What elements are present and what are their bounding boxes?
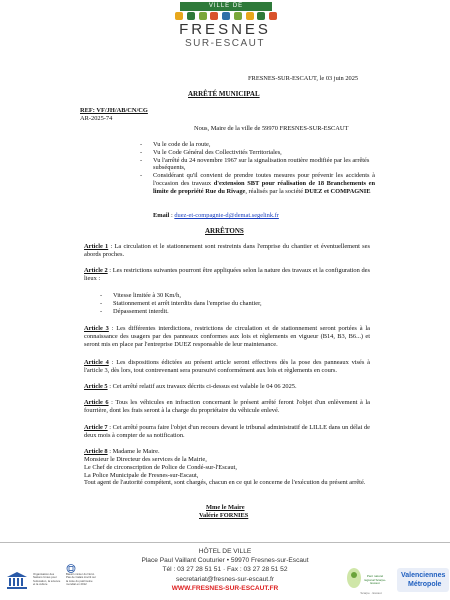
metropole-name-line2: Métropole	[408, 581, 442, 588]
pictogram-icon	[246, 12, 254, 20]
document-title: ARRÊTÉ MUNICIPAL	[188, 90, 260, 98]
article-4	[84, 359, 370, 375]
metropole-name-line1: Valenciennes	[401, 572, 446, 579]
pictogram-icon	[210, 12, 218, 20]
restriction-item: - Stationnement et arrêt interdits dans l'emprise du chantier,	[100, 300, 360, 308]
restriction-item: - Vitesse limitée à 30 Km/h,	[100, 292, 360, 300]
footer-divider	[0, 542, 450, 543]
article-3	[84, 325, 370, 348]
signature-name: Valérie FORNIES	[199, 512, 249, 519]
article-label: Article 6	[84, 399, 109, 406]
recipient-line: La Police Municipale de Fresnes-sur-Escaut,	[84, 471, 199, 479]
unesco-caption: Organisation des Nations Unies pour l'éducation, la science et la culture	[33, 572, 61, 587]
article-label: Article 4	[84, 359, 109, 366]
footer-phone: Tél : 03 27 28 51 51 · Fax : 03 27 28 51 52	[162, 566, 288, 573]
email-label: Email	[153, 212, 170, 219]
restriction-item: - Dépassement interdit.	[100, 308, 360, 316]
pictogram-icon	[187, 12, 195, 20]
pictogram-icon	[269, 12, 277, 20]
article-7	[84, 424, 370, 440]
article-text: : Madame le Maire.	[107, 448, 160, 455]
article-label: Article 8	[84, 448, 108, 455]
considerant-suffix: , réalisés par la société	[245, 187, 305, 195]
vu-item: - Vu le Code Général des Collectivités Territoriales,	[140, 149, 375, 157]
heritage-caption: Bassin minier du Nord-Pas de Calais inscrit sur la Liste du patrimoine mondial en 2012	[66, 572, 96, 587]
article-text: : La circulation et le stationnement sont restreints dans l'emprise du chantier et éventuellement ses abords proches.	[84, 243, 370, 258]
article-8	[84, 448, 370, 456]
pictogram-icon	[234, 12, 242, 20]
footer-address: Place Paul Vaillant Couturier • 59970 Fresnes-sur-Escaut	[141, 557, 309, 564]
pictogram-icon	[222, 12, 230, 20]
reference: REF: VF/JH/AB/CN/CG	[80, 107, 148, 114]
article-5	[84, 383, 370, 391]
works-description: d'extension SBT pour réalisation de 18 Branchements en limite de propriété Rue du Rivage	[153, 179, 375, 195]
pictogram-icon	[199, 12, 207, 20]
article-text: : Cet arrêté pourra faire l'objet d'un recours devant le tribunal administratif de LILLE dans un délai de deux mois à compter de sa notification.	[84, 424, 370, 439]
considerant-item	[140, 172, 375, 195]
vu-item: - Vu le code de la route,	[140, 141, 375, 149]
article-label: Article 5	[84, 383, 108, 390]
town-name: FRESNES	[179, 21, 271, 38]
town-subname: SUR-ESCAUT	[184, 38, 265, 49]
article-6	[84, 399, 370, 415]
email-line: Email : duez-et-compagnie-d@demat.segelink.fr	[153, 212, 279, 219]
intro-text: Nous, Maire de la ville de 59970 FRESNES-SUR-ESCAUT	[194, 125, 349, 132]
footer-title: HÔTEL DE VILLE	[198, 548, 252, 555]
vu-list	[140, 141, 375, 196]
article-2	[84, 267, 370, 283]
article-label: Article 1	[84, 243, 109, 250]
article-text: : Les restrictions suivantes pourront être appliquées selon la nature des travaux et la configuration des lieux :	[84, 267, 370, 282]
vu-item: - Vu l'arrêté du 24 novembre 1967 sur la signalisation routière modifiée par les arrêtés subséquents,	[140, 157, 375, 173]
recipient-line: Monsieur le Directeur des services de la Mairie,	[84, 456, 207, 463]
article-8-recipients	[84, 456, 370, 487]
article-label: Article 3	[84, 325, 109, 332]
article-label: Article 7	[84, 424, 108, 431]
arretons-heading: ARRÊTONS	[205, 227, 244, 235]
company-name: DUEZ et COMPAGNIE	[304, 187, 371, 195]
signature-role: Mme le Maire	[206, 504, 245, 511]
regional-park-subcaption: Scarpe · Escaut	[360, 591, 382, 595]
article-text: : Les différentes interdictions, restrictions de circulation et de stationnement seront portées à la connaissance des usagers par des panneaux conformes aux lois et règlements en vigueur (B14, B3, B6...) et seront mis en place par l'entreprise DUEZ responsable de leur maintenance.	[84, 325, 370, 348]
article-text: : Les dispositions édictées au présent article seront effectives dès la pose des panneaux visés à l'article 3, dès lors, tout contrevenant sera poursuivi conformément aux lois et règlements en cours.	[84, 359, 370, 374]
regional-park-logo-icon	[346, 566, 362, 590]
company-email-link[interactable]: duez-et-compagnie-d@demat.segelink.fr	[174, 212, 279, 219]
unesco-logo-icon	[6, 571, 28, 591]
reference-number: AR-2025-74	[80, 115, 113, 122]
article-text: : Tous les véhicules en infraction concernant le présent arrêté feront l'objet d'un enlèvement à la fourrière, dont les frais seront à la charge du propriétaire du véhicule enlevé.	[84, 399, 370, 414]
article-1	[84, 243, 370, 259]
pictogram-icon	[257, 12, 265, 20]
footer-email: secretariat@fresnes-sur-escaut.fr	[176, 576, 274, 583]
town-logo-banner	[180, 2, 272, 11]
article-text: : Cet arrêté relatif aux travaux décrits ci-dessus est valable le 04 06 2025.	[107, 383, 297, 390]
place-date: FRESNES-SUR-ESCAUT, le 03 juin 2025	[248, 75, 359, 82]
regional-park-caption: Parc naturel régional Scarpe-Escaut	[363, 574, 386, 586]
recipient-line: Le Chef de circonscription de Police de Condé-sur-l'Escaut,	[84, 463, 237, 471]
logo-banner-text: VILLE DE	[208, 3, 244, 9]
pictogram-icon	[175, 12, 183, 20]
restrictions-list	[100, 292, 360, 315]
footer-website: WWW.FRESNES-SUR-ESCAUT.FR	[171, 585, 279, 592]
recipient-line: Tout agent de l'autorité compétent, sont chargés, chacun en ce qui le concerne de l'exécution du présent arrêté.	[84, 479, 366, 487]
considerant-text: Considérant qu'il convient de prendre toutes mesures pour prévenir les accidents à l'occasion des travaux	[153, 172, 375, 187]
article-label: Article 2	[84, 267, 108, 274]
